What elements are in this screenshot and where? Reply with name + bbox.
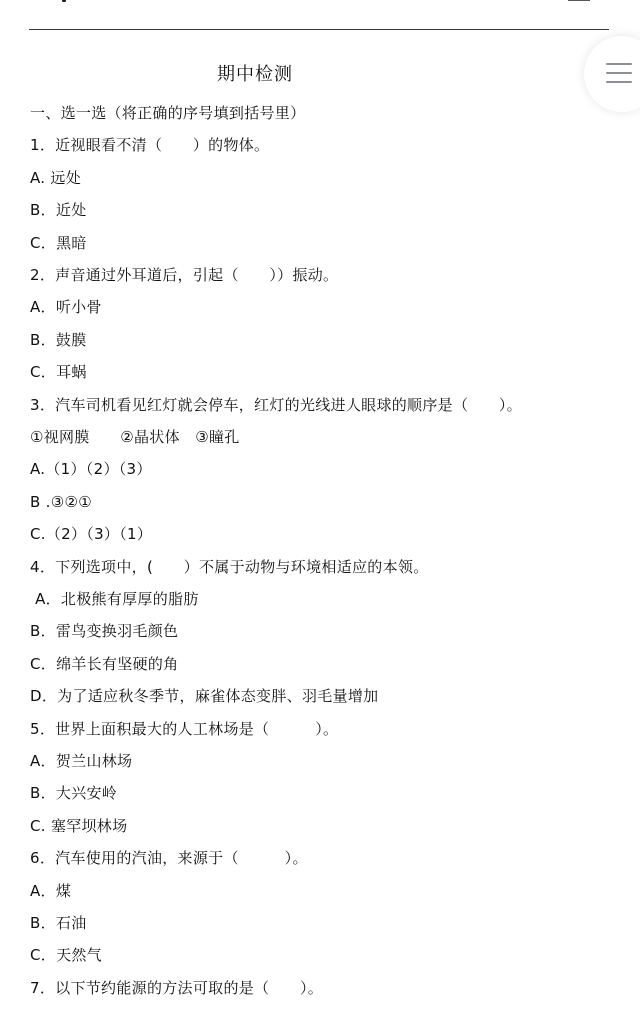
section-heading: 一、选一选（将正确的序号填到括号里）	[30, 104, 306, 122]
menu-button[interactable]	[584, 36, 640, 112]
q5-option-a: A．贺兰山林场	[30, 752, 133, 770]
q4-option-a: A．北极熊有厚厚的脂肪	[30, 590, 199, 608]
question-2: 2．声音通过外耳道后，引起（ ））振动。	[30, 266, 339, 284]
q1-option-b: B．近处	[30, 201, 87, 219]
header-divider	[29, 29, 609, 30]
q6-option-b: B．石油	[30, 914, 87, 932]
question-6: 6．汽车使用的汽油，来源于（ ）。	[30, 849, 308, 867]
q4-option-b: B．雷鸟变换羽毛颜色	[30, 622, 179, 640]
question-7: 7．以下节约能源的方法可取的是（ ）。	[30, 979, 324, 997]
q3-option-b: B .③②①	[30, 493, 92, 511]
top-line-fragment	[568, 0, 590, 1]
question-3: 3．汽车司机看见红灯就会停车，红灯的光线进人眼球的顺序是（ ）。	[30, 396, 522, 414]
q1-option-c: C．黑暗	[30, 234, 87, 252]
q3-option-c: C.（2）（3）（1）	[30, 525, 153, 543]
q2-option-b: B．鼓膜	[30, 331, 87, 349]
question-1: 1．近视眼看不清（ ）的物体。	[30, 136, 270, 154]
q6-option-a: A．煤	[30, 882, 72, 900]
q2-option-a: A．听小骨	[30, 298, 102, 316]
question-4: 4．下列选项中，( ）不属于动物与环境相适应的本领。	[30, 558, 429, 576]
document-title: 期中检测	[217, 64, 293, 85]
q5-option-c: C. 塞罕坝林场	[30, 817, 128, 835]
q3-option-a: A.（1）（2）（3）	[30, 460, 152, 478]
question-5: 5．世界上面积最大的人工林场是（ ）。	[30, 720, 339, 738]
q4-option-d: D．为了适应秋冬季节，麻雀体态变胖、羽毛量增加	[30, 687, 379, 705]
q6-option-c: C．天然气	[30, 946, 102, 964]
q4-option-c: C．绵羊长有坚硬的角	[30, 655, 179, 673]
q1-option-a: A. 远处	[30, 169, 82, 187]
top-text-fragment	[62, 0, 66, 2]
q5-option-b: B．大兴安岭	[30, 784, 118, 802]
q3-items: ①视网膜 ②晶状体 ③瞳孔	[30, 428, 240, 446]
q2-option-c: C．耳蜗	[30, 363, 87, 381]
